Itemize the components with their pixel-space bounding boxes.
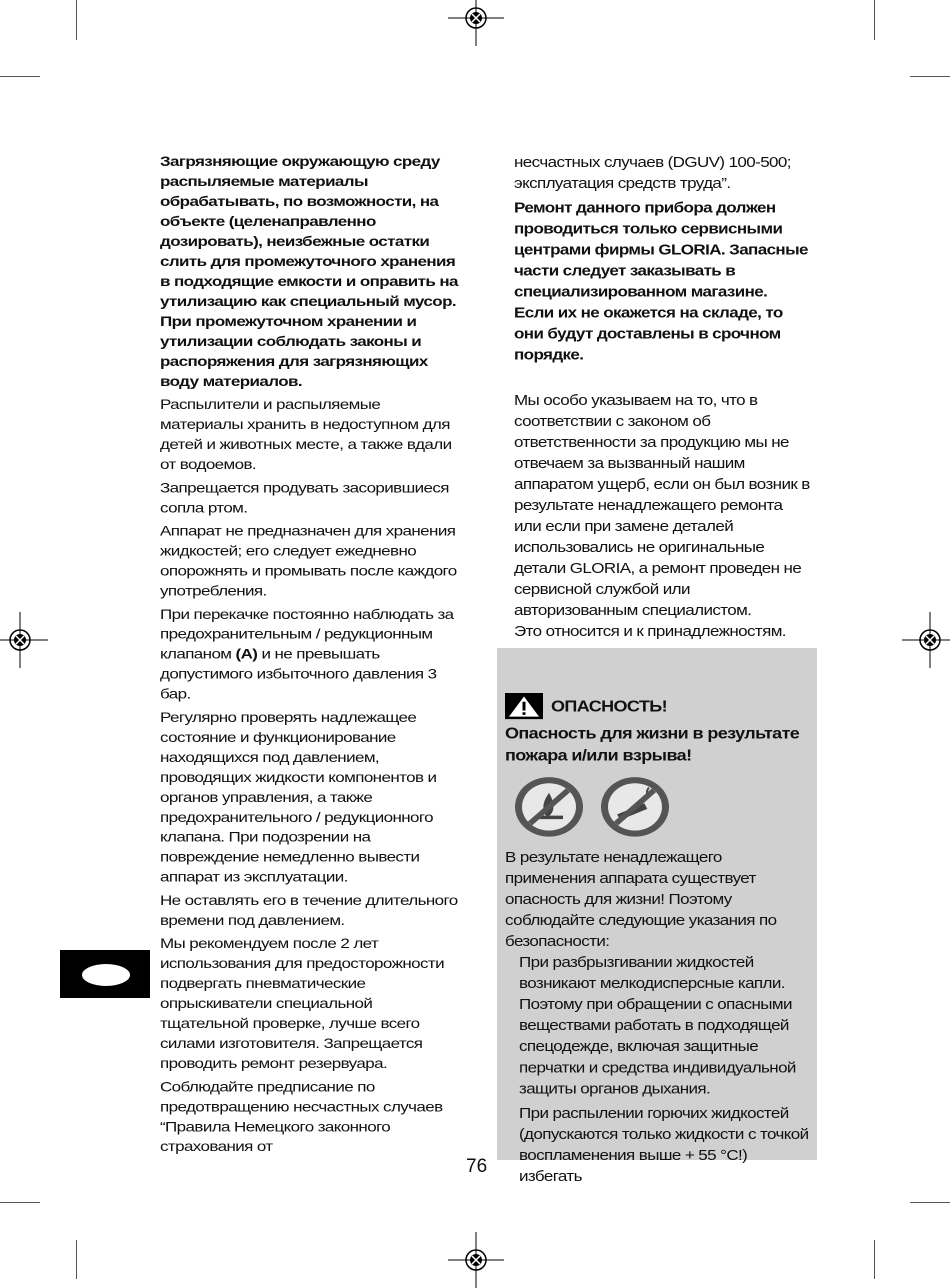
recommendation-paragraph: Мы рекомендуем после 2 лет использования для предосторожности подвергать пневматические опрыскиватели специальной тщательной проверке, лучше всего силами изготовителя. Запрещается проводить ремонт резервуара.: [160, 935, 444, 1072]
valve-label: (A): [235, 646, 258, 663]
env-warning-paragraph: Загрязняющие окружающую среду распыляемые материалы обрабатывать, по возможности, на объекте (целенаправленно дозировать), неизбежные остатки слить для промежуточного хранения в подходящие емкости и оправить на утилизацию как специальный мусор. При промежуточном хранении и утилизации соблюдать законы и распоряжения для загрязняющих воду материалов.: [160, 153, 458, 390]
regulation-paragraph: Соблюдайте предписание по предотвращению несчастных случаев “Правила Немецкого законного страхования от: [160, 1078, 443, 1155]
crop-mark: [0, 1202, 40, 1203]
crop-mark: [874, 0, 875, 40]
emptying-paragraph: Аппарат не предназначен для хранения жидкостей; его следует ежедневно опорожнять и промывать после каждого употребления.: [160, 523, 457, 599]
left-column: [160, 152, 460, 1157]
danger-title: ОПАСНОСТЬ!: [551, 697, 667, 715]
registration-mark-right: [902, 612, 950, 668]
registration-mark-top: [448, 0, 504, 46]
right-column: [514, 152, 810, 642]
crop-mark: [910, 76, 950, 77]
regulation-continued: несчастных случаев (DGUV) 100-500; эксплуатация средств труда”.: [514, 153, 791, 192]
prohibition-signs: [513, 775, 811, 838]
danger-item-flammable: При распылении горючих жидкостей (допускаются только жидкости с точкой воспламенения выше + 55 °C!) избегать: [519, 1104, 809, 1185]
valve-text-before: При перекачке постоянно наблюдать за предохранительным / редукционным клапаном: [160, 606, 454, 663]
danger-subtitle: Опасность для жизни в результате пожара и/или взрыва!: [505, 724, 800, 764]
warning-triangle-icon: [505, 693, 543, 719]
danger-header: [505, 693, 811, 719]
pressure-paragraph: Не оставлять его в течение длительного времени под давлением.: [160, 892, 458, 929]
crop-mark: [76, 0, 77, 40]
danger-content: [505, 693, 811, 1187]
repair-paragraph: Ремонт данного прибора должен проводиться только сервисными центрами фирмы GLORIA. Запасные части следует заказывать в специализированном магазине. Если их не окажется на складе, то они будут доставлены в срочном порядке.: [514, 199, 808, 363]
storage-paragraph: Распылители и распыляемые материалы хранить в недоступном для детей и животных месте, а также вдали от водоемов.: [160, 396, 452, 473]
crop-mark: [0, 76, 40, 77]
crop-mark: [76, 1240, 77, 1279]
valve-text-after: и не превышать допустимого избыточного давления 3 бар.: [160, 646, 437, 702]
no-smoking-icon: [599, 775, 671, 838]
danger-box: [497, 648, 817, 1185]
no-open-flame-icon: [513, 775, 585, 838]
page-number: 76: [466, 1156, 488, 1177]
valve-paragraph: [160, 605, 460, 705]
inspection-paragraph: Регулярно проверять надлежащее состояние и функционирование находящихся под давлением, проводящих жидкости компонентов и органов управления, а также предохранительного / редукционного клапана. При подозрении на повреждение немедленно вывести аппарат из эксплуатации.: [160, 709, 437, 885]
liability-paragraph: Мы особо указываем на то, что в соответствии с законом об ответственности за продукцию мы не отвечаем за вызванный нашим аппаратом ущерб, если он был возник в результате ненадлежащего ремонта или если при замене деталей использовались не оригинальные детали GLORIA, а ремонт проведен не сервисной службой или авторизованным специалистом.: [514, 391, 810, 619]
danger-item-spraying: При разбрызгивании жидкостей возникают мелкодисперсные капли. Поэтому при обращении с опасными веществами работать в подходящей спецодежде, включая защитные перчатки и средства индивидуальной защиты органов дыхания.: [519, 954, 796, 1097]
registration-mark-left: [0, 612, 48, 668]
language-tab: [60, 950, 150, 998]
accessories-paragraph: Это относится и к принадлежностям.: [514, 622, 786, 640]
nozzle-paragraph: Запрещается продувать засорившиеся сопла ртом.: [160, 479, 449, 516]
registration-mark-bottom: [448, 1232, 504, 1288]
crop-mark: [910, 1202, 950, 1203]
language-tab-oval: [82, 964, 130, 986]
crop-mark: [874, 1240, 875, 1279]
danger-text: В результате ненадлежащего применения аппарата существует опасность для жизни! Поэтому соблюдайте следующие указания по безопасности:: [505, 848, 777, 950]
